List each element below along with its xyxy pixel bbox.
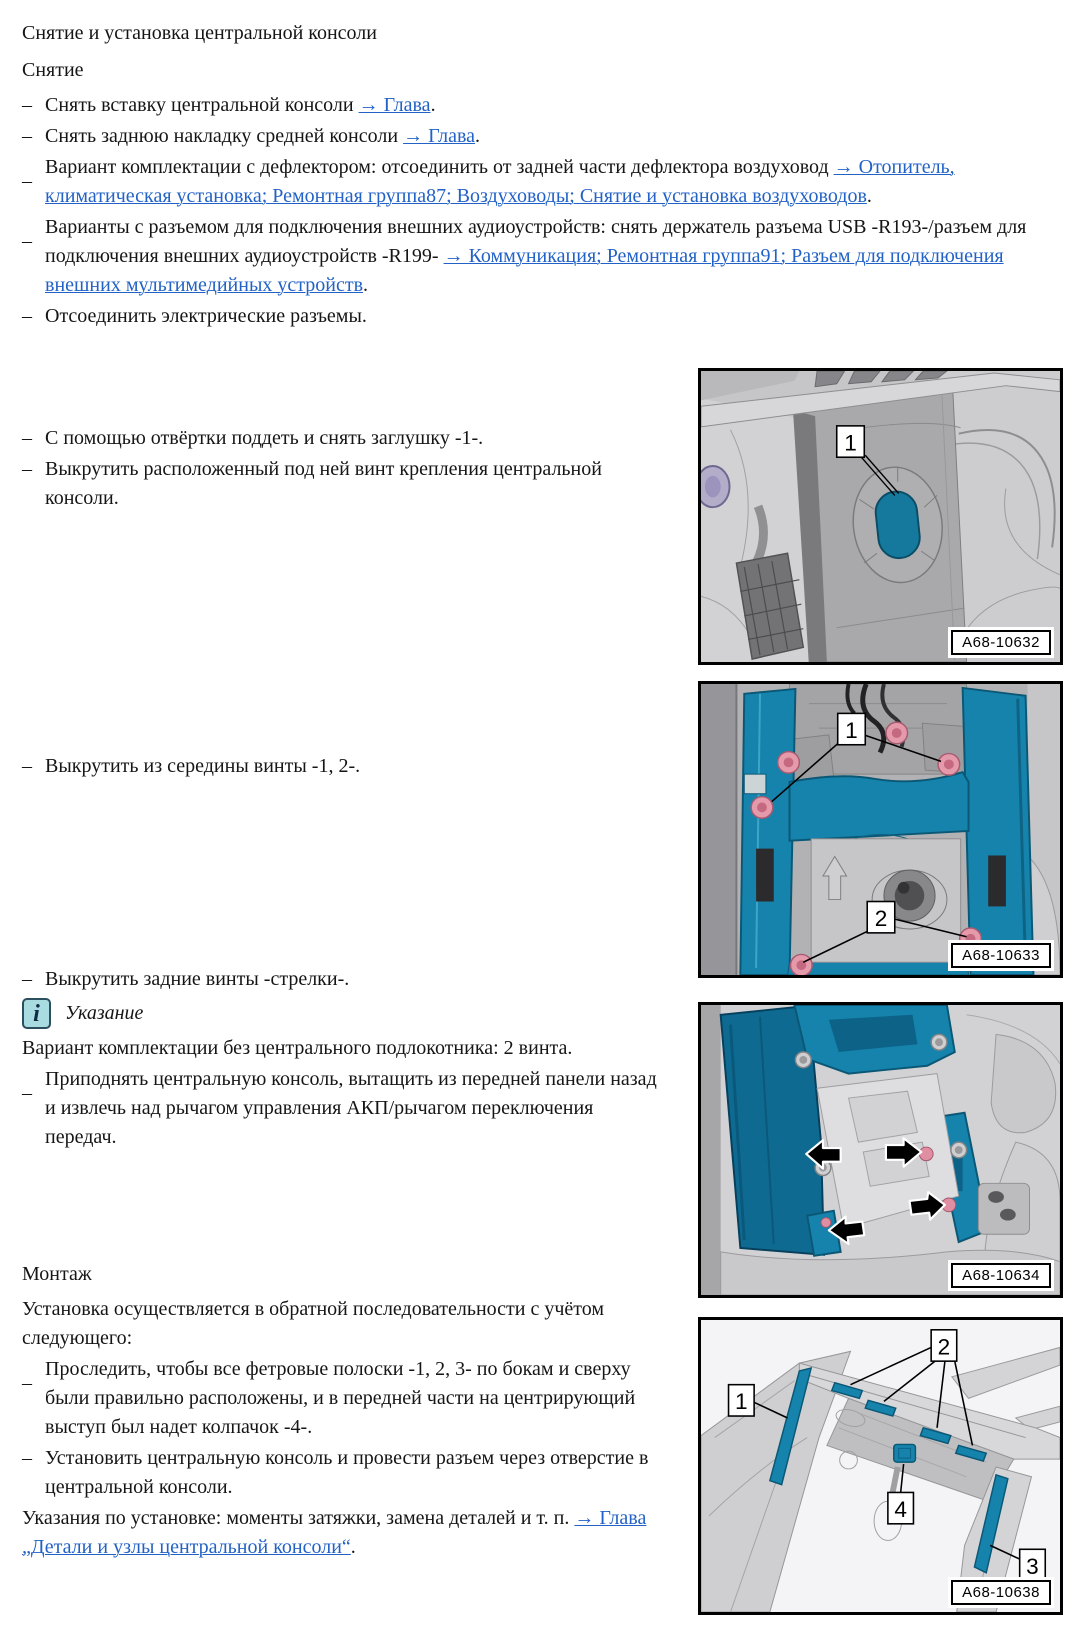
list-item (22, 302, 670, 331)
text-run: Снятие и установка центральной консоли (22, 22, 377, 44)
list-item (22, 455, 645, 513)
console-rear-illustration (701, 1005, 1060, 1295)
callout-2 (867, 902, 895, 933)
callout-3 (1020, 1549, 1046, 1580)
figure-label: A68-10638 (951, 1580, 1051, 1605)
page-title (22, 19, 1024, 48)
text-run: Вариант комплектации без центрального подлокотника: 2 винта. (22, 1037, 573, 1059)
text-run: Монтаж (22, 1263, 92, 1285)
text-run: Снятие (22, 59, 84, 81)
chapter-link[interactable]: → Глава (358, 94, 431, 116)
list-dash: – (22, 1082, 32, 1104)
callout-number: 1 (845, 717, 858, 743)
text-run: . (866, 185, 872, 207)
list-dash: – (22, 94, 32, 116)
callout-number: 3 (1026, 1553, 1039, 1579)
text-run: . (475, 125, 481, 147)
section-heading (22, 56, 1024, 85)
list-dash: – (22, 458, 32, 480)
figure-label: A68-10633 (951, 943, 1051, 968)
list-item (22, 965, 670, 994)
chapter-link[interactable]: → Глава „Детали и узлы центральной консоли“ (22, 1507, 647, 1558)
paragraph (22, 1504, 674, 1562)
callout-2 (931, 1330, 957, 1361)
callout-number: 2 (937, 1334, 951, 1360)
list-item (22, 213, 1034, 300)
figure-console-plug (698, 368, 1063, 665)
text-run: Вариант комплектации с дефлектором: отсоединить от задней части дефлектора воздуховод (45, 156, 834, 178)
callout-1 (729, 1385, 755, 1416)
callout-number: 1 (735, 1389, 748, 1415)
info-icon: i (22, 998, 51, 1029)
figure-label: A68-10634 (951, 1263, 1051, 1288)
note-title: Указание (65, 1002, 144, 1024)
text-run: Проследить, чтобы все фетровые полоски -1, 2, 3- по бокам и сверху были правильно расположены, и в передней части на центрирующий выступ был надет колпачок -4-. (45, 1358, 636, 1438)
text-run: Варианты с разъемом для подключения внешних аудиоустройств: снять держатель разъема USB -R193-/разъем для подключения внешних аудиоустройств -R199- (45, 216, 1027, 267)
callout-number: 4 (894, 1496, 907, 1522)
figure-rear-screws (698, 1002, 1063, 1298)
list-item (22, 1444, 670, 1502)
list-item (22, 424, 670, 453)
list-item (22, 1355, 670, 1442)
text-run: Выкрутить задние винты -стрелки-. (45, 968, 350, 990)
text-run: . (430, 94, 436, 116)
text-run: Выкрутить из середины винты -1, 2-. (45, 755, 361, 777)
chapter-link[interactable]: → Глава (403, 125, 476, 147)
callout-1 (838, 713, 866, 744)
chapter-link[interactable]: → Коммуникация; Ремонтная группа91; Разъем для подключения внешних мультимедийных устройств (45, 245, 1004, 296)
text-run: Выкрутить расположенный под ней винт крепления центральной консоли. (45, 458, 602, 509)
list-item (22, 1065, 657, 1152)
list-item (22, 153, 1034, 211)
text-run: Указания по установке: моменты затяжки, замена деталей и т. п. (22, 1507, 575, 1529)
text-run: С помощью отвёртки поддеть и снять заглушку -1-. (45, 427, 484, 449)
text-run: . (350, 1536, 356, 1558)
list-dash: – (22, 1447, 32, 1469)
text-run: Снять вставку центральной консоли (45, 94, 359, 116)
text-run: Отсоединить электрические разъемы. (45, 305, 367, 327)
console-frame-illustration (701, 684, 1060, 975)
list-dash: – (22, 755, 32, 777)
figure-label: A68-10632 (951, 630, 1051, 655)
list-dash: – (22, 230, 32, 252)
figure-center-screws (698, 681, 1063, 978)
figure-felt-strips (698, 1317, 1063, 1615)
list-dash: – (22, 427, 32, 449)
callout-1 (837, 426, 865, 457)
list-dash: – (22, 170, 32, 192)
chapter-link[interactable]: → Отопитель, климатическая установка; Ремонтная группа87; Воздуховоды; Снятие и установка воздуховодов (45, 156, 955, 207)
text-run: Установить центральную консоль и провести разъем через отверстие в центральной консоли. (45, 1447, 649, 1498)
console-felt-illustration (701, 1320, 1060, 1612)
paragraph (22, 1034, 670, 1063)
list-dash: – (22, 968, 32, 990)
callout-number: 2 (874, 906, 888, 932)
text-run: Установка осуществляется в обратной последовательности с учётом следующего: (22, 1298, 605, 1349)
paragraph (22, 1295, 670, 1353)
note-header (22, 998, 647, 1029)
list-item (22, 122, 1034, 151)
callout-4 (888, 1492, 914, 1523)
text-run: Снять заднюю накладку средней консоли (45, 125, 404, 147)
list-item (22, 91, 1034, 120)
list-dash: – (22, 1372, 32, 1394)
text-run: . (363, 274, 369, 296)
list-dash: – (22, 125, 32, 147)
console-side-illustration (701, 371, 1060, 662)
callout-number: 1 (844, 430, 857, 456)
list-item (22, 752, 670, 781)
text-run: Приподнять центральную консоль, вытащить из передней панели назад и извлечь над рычагом управления АКП/​рычагом переключения передач. (45, 1068, 657, 1148)
list-dash: – (22, 305, 32, 327)
